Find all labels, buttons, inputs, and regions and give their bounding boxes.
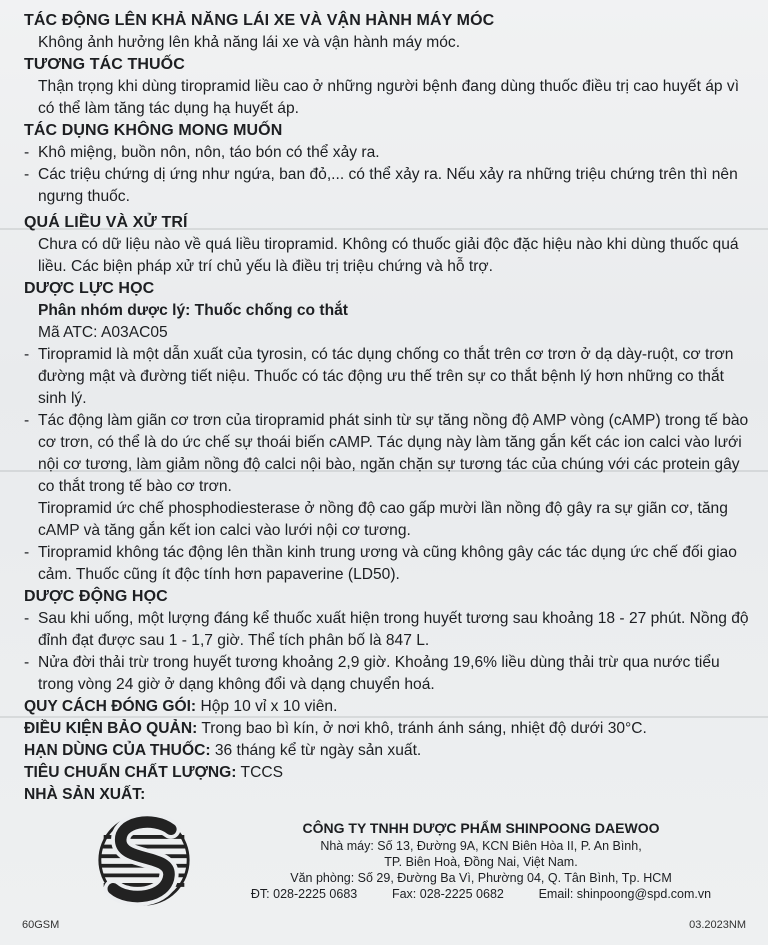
interactions-heading: TƯƠNG TÁC THUỐC [24, 56, 185, 73]
paper-code: 60GSM [22, 919, 60, 931]
overdose-heading: QUÁ LIỀU VÀ XỬ TRÍ [24, 214, 188, 231]
list-item: - Tác động làm giãn cơ trơn của tiropramid phát sinh từ sự tăng nồng độ AMP vòng (cAMP) trong tế bào cơ trơn, có thể là do ức chế sự thoái biến cAMP. Tác dụng này làm tăng gắn kết các ion calci vào lưới nội cơ tương, làm giảm nồng độ calci nội bào, ngăn chặn sự tương tác của chúng với các protein gây co thắt trong tế bào cơ trơn. [24, 412, 749, 495]
interactions-text: Thận trọng khi dùng tiropramid liều cao ở những người bệnh đang dùng thuốc điều trị cao huyết áp vì có thể làm tăng tác dụng hạ huyết áp. [38, 78, 740, 117]
list-item: - Tiropramid không tác động lên thần kinh trung ương và cũng không gây các tác dụng ức chế đối giao cảm. Thuốc cũng ít độc tính hơn papaverine (LD50). [24, 544, 737, 583]
pharmacokinetics-heading: DƯỢC ĐỘNG HỌC [24, 588, 168, 605]
list-item: - Khô miệng, buồn nôn, nôn, táo bón có thể xảy ra. [24, 144, 380, 161]
atc-code: Mã ATC: A03AC05 [38, 324, 168, 341]
pharmacologic-group: Phân nhóm dược lý: Thuốc chống co thắt [38, 302, 348, 319]
manufacturer-block [96, 812, 712, 922]
list-item: - Sau khi uống, một lượng đáng kể thuốc xuất hiện trong huyết tương sau khoảng 18 - 27 phút. Nồng độ đỉnh đạt được sau 1 - 1,7 giờ. Thể tích phân bố là 847 L. [24, 610, 749, 649]
shelf-life-line: HẠN DÙNG CỦA THUỐC: 36 tháng kể từ ngày sản xuất. [24, 742, 422, 759]
factory-address-2: TP. Biên Hoà, Đồng Nai, Việt Nam. [384, 855, 578, 869]
office-address: Văn phòng: Số 29, Đường Ba Vì, Phường 04, Q. Tân Bình, Tp. HCM [290, 871, 672, 885]
version-code: 03.2023NM [689, 919, 746, 931]
factory-address: Nhà máy: Số 13, Đường 9A, KCN Biên Hòa II, P. An Bình, [320, 839, 642, 853]
company-logo [96, 812, 192, 908]
manufacturer-heading: NHÀ SẢN XUẤT: [24, 786, 146, 803]
side-effects-heading: TÁC DỤNG KHÔNG MONG MUỐN [24, 122, 283, 139]
storage-line: ĐIỀU KIỆN BẢO QUẢN: Trong bao bì kín, ở nơi khô, tránh ánh sáng, nhiệt độ dưới 30°C. [24, 720, 647, 737]
overdose-text: Chưa có dữ liệu nào về quá liều tiropramid. Không có thuốc giải độc đặc hiệu nào khi dùng thuốc quá liều. Các biện pháp xử trí chủ yếu là điều trị triệu chứng và hỗ trợ. [38, 236, 739, 275]
email: Email: shinpoong@spd.com.vn [538, 887, 712, 901]
list-item: - Tiropramid là một dẫn xuất của tyrosin, có tác dụng chống co thắt trên cơ trơn ở dạ dày-ruột, cơ trơn đường mật và đường tiết niệu. Thuốc có tác động ưu thế trên sự co thắt bệnh lý hơn những co thắt sinh lý. [24, 346, 734, 407]
company-info [246, 820, 716, 902]
leaflet-content [24, 10, 750, 806]
phone: ĐT: 028-2225 0683 [250, 887, 358, 901]
fax: Fax: 028-2225 0682 [391, 887, 504, 901]
packaging-line: QUY CÁCH ĐÓNG GÓI: Hộp 10 vỉ x 10 viên. [24, 698, 338, 715]
list-item: - Nửa đời thải trừ trong huyết tương khoảng 2,9 giờ. Khoảng 19,6% liều dùng thải trừ qua nước tiểu trong vòng 24 giờ ở dạng không đổi và dạng chuyển hoá. [24, 654, 720, 693]
driving-text: Không ảnh hưởng lên khả năng lái xe và vận hành máy móc. [38, 34, 461, 51]
company-name: CÔNG TY TNHH DƯỢC PHẨM SHINPOONG DAEWOO [302, 820, 660, 836]
contact-line [246, 886, 716, 902]
pharmacodynamics-continuation: Tiropramid ức chế phosphodiesterase ở nồng độ cao gấp mười lần nồng độ gây ra sự giãn cơ, tăng cAMP và tăng gắn kết ion calci vào lưới nội cơ tương. [38, 500, 728, 539]
list-item: - Các triệu chứng dị ứng như ngứa, ban đỏ,... có thể xảy ra. Nếu xảy ra những triệu chứng trên thì nên ngưng thuốc. [24, 166, 738, 205]
quality-standard-line: TIÊU CHUẨN CHẤT LƯỢNG: TCCS [24, 764, 283, 781]
driving-heading: TÁC ĐỘNG LÊN KHẢ NĂNG LÁI XE VÀ VẬN HÀNH MÁY MÓC [24, 12, 495, 29]
pharmacodynamics-heading: DƯỢC LỰC HỌC [24, 280, 155, 297]
